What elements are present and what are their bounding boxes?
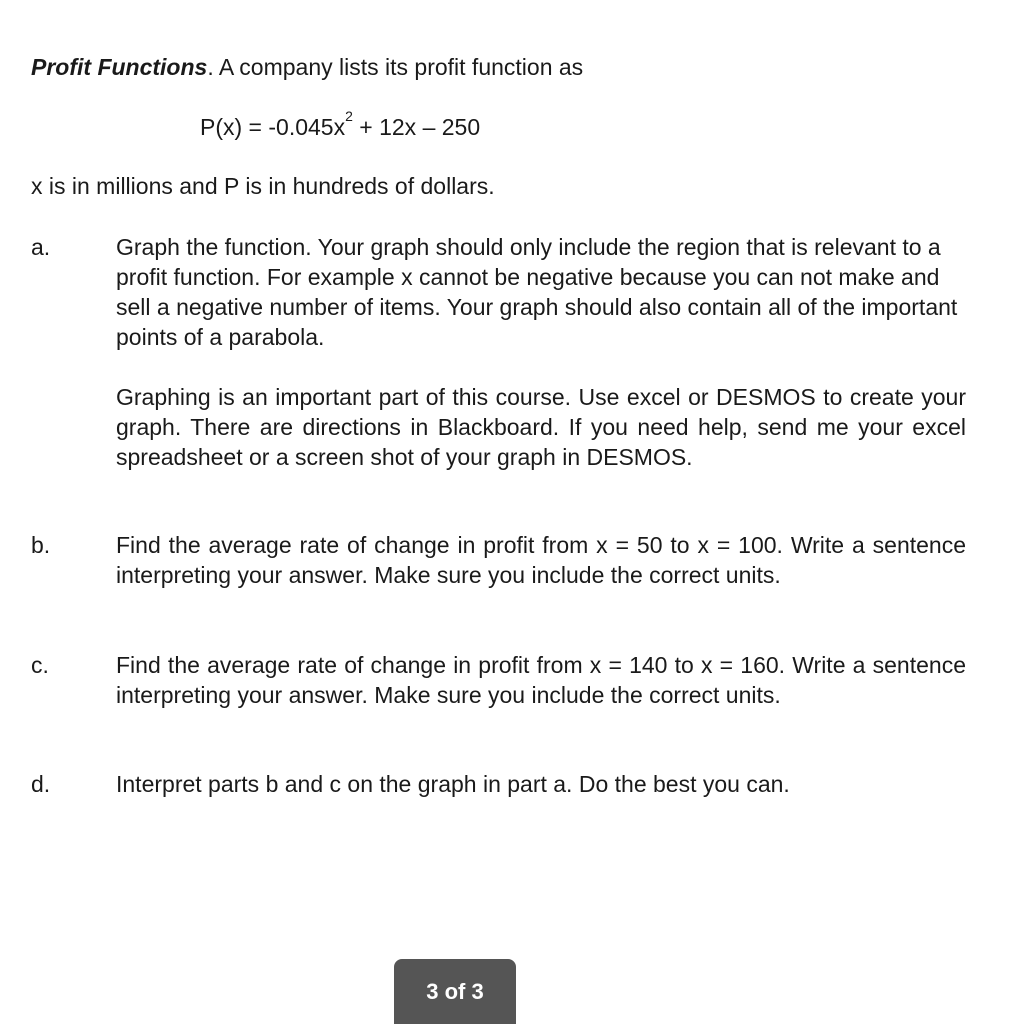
part-a-marker: a. <box>31 234 51 260</box>
page-indicator <box>394 959 516 1024</box>
part-b-marker: b. <box>31 532 51 558</box>
problem-intro-text: . A company lists its profit function as <box>207 54 584 80</box>
part-b <box>31 530 966 590</box>
part-c-body <box>116 650 966 710</box>
profit-formula <box>200 108 481 142</box>
part-a-paragraph-2: Graphing is an important part of this course. Use excel or DESMOS to create your graph. There are directions in Blackboard. If you need help, send me your excel spreadsheet or a screen shot of your graph in DESMOS. <box>116 384 966 470</box>
part-c-marker: c. <box>31 652 49 678</box>
part-b-paragraph: Find the average rate of change in profit from x = 50 to x = 100. Write a sentence interpreting your answer. Make sure you include the correct units. <box>116 532 966 588</box>
part-c-paragraph: Find the average rate of change in profit from x = 140 to x = 160. Write a sentence interpreting your answer. Make sure you include the correct units. <box>116 652 966 708</box>
part-d <box>31 769 966 799</box>
part-b-body <box>116 530 966 590</box>
part-c <box>31 650 966 710</box>
part-d-marker: d. <box>31 771 51 797</box>
units-statement: x is in millions and P is in hundreds of dollars. <box>31 173 495 199</box>
page-indicator-label: 3 of 3 <box>426 978 484 1004</box>
part-d-paragraph: Interpret parts b and c on the graph in part a. Do the best you can. <box>116 771 790 797</box>
problem-title: Profit Functions <box>31 54 208 80</box>
problem-intro <box>31 52 583 82</box>
formula-suffix: + 12x – 250 <box>352 114 481 140</box>
part-d-body <box>116 769 966 799</box>
part-a-body <box>116 232 966 472</box>
part-a-paragraph-1: Graph the function. Your graph should only include the region that is relevant to a profit function. For example x cannot be negative because you can not make and sell a negative number of items. Your graph should also contain all of the important points of a parabola. <box>116 234 958 350</box>
formula-exponent: 2 <box>345 108 353 124</box>
part-a <box>31 232 966 472</box>
formula-prefix: P(x) = -0.045x <box>200 114 346 140</box>
